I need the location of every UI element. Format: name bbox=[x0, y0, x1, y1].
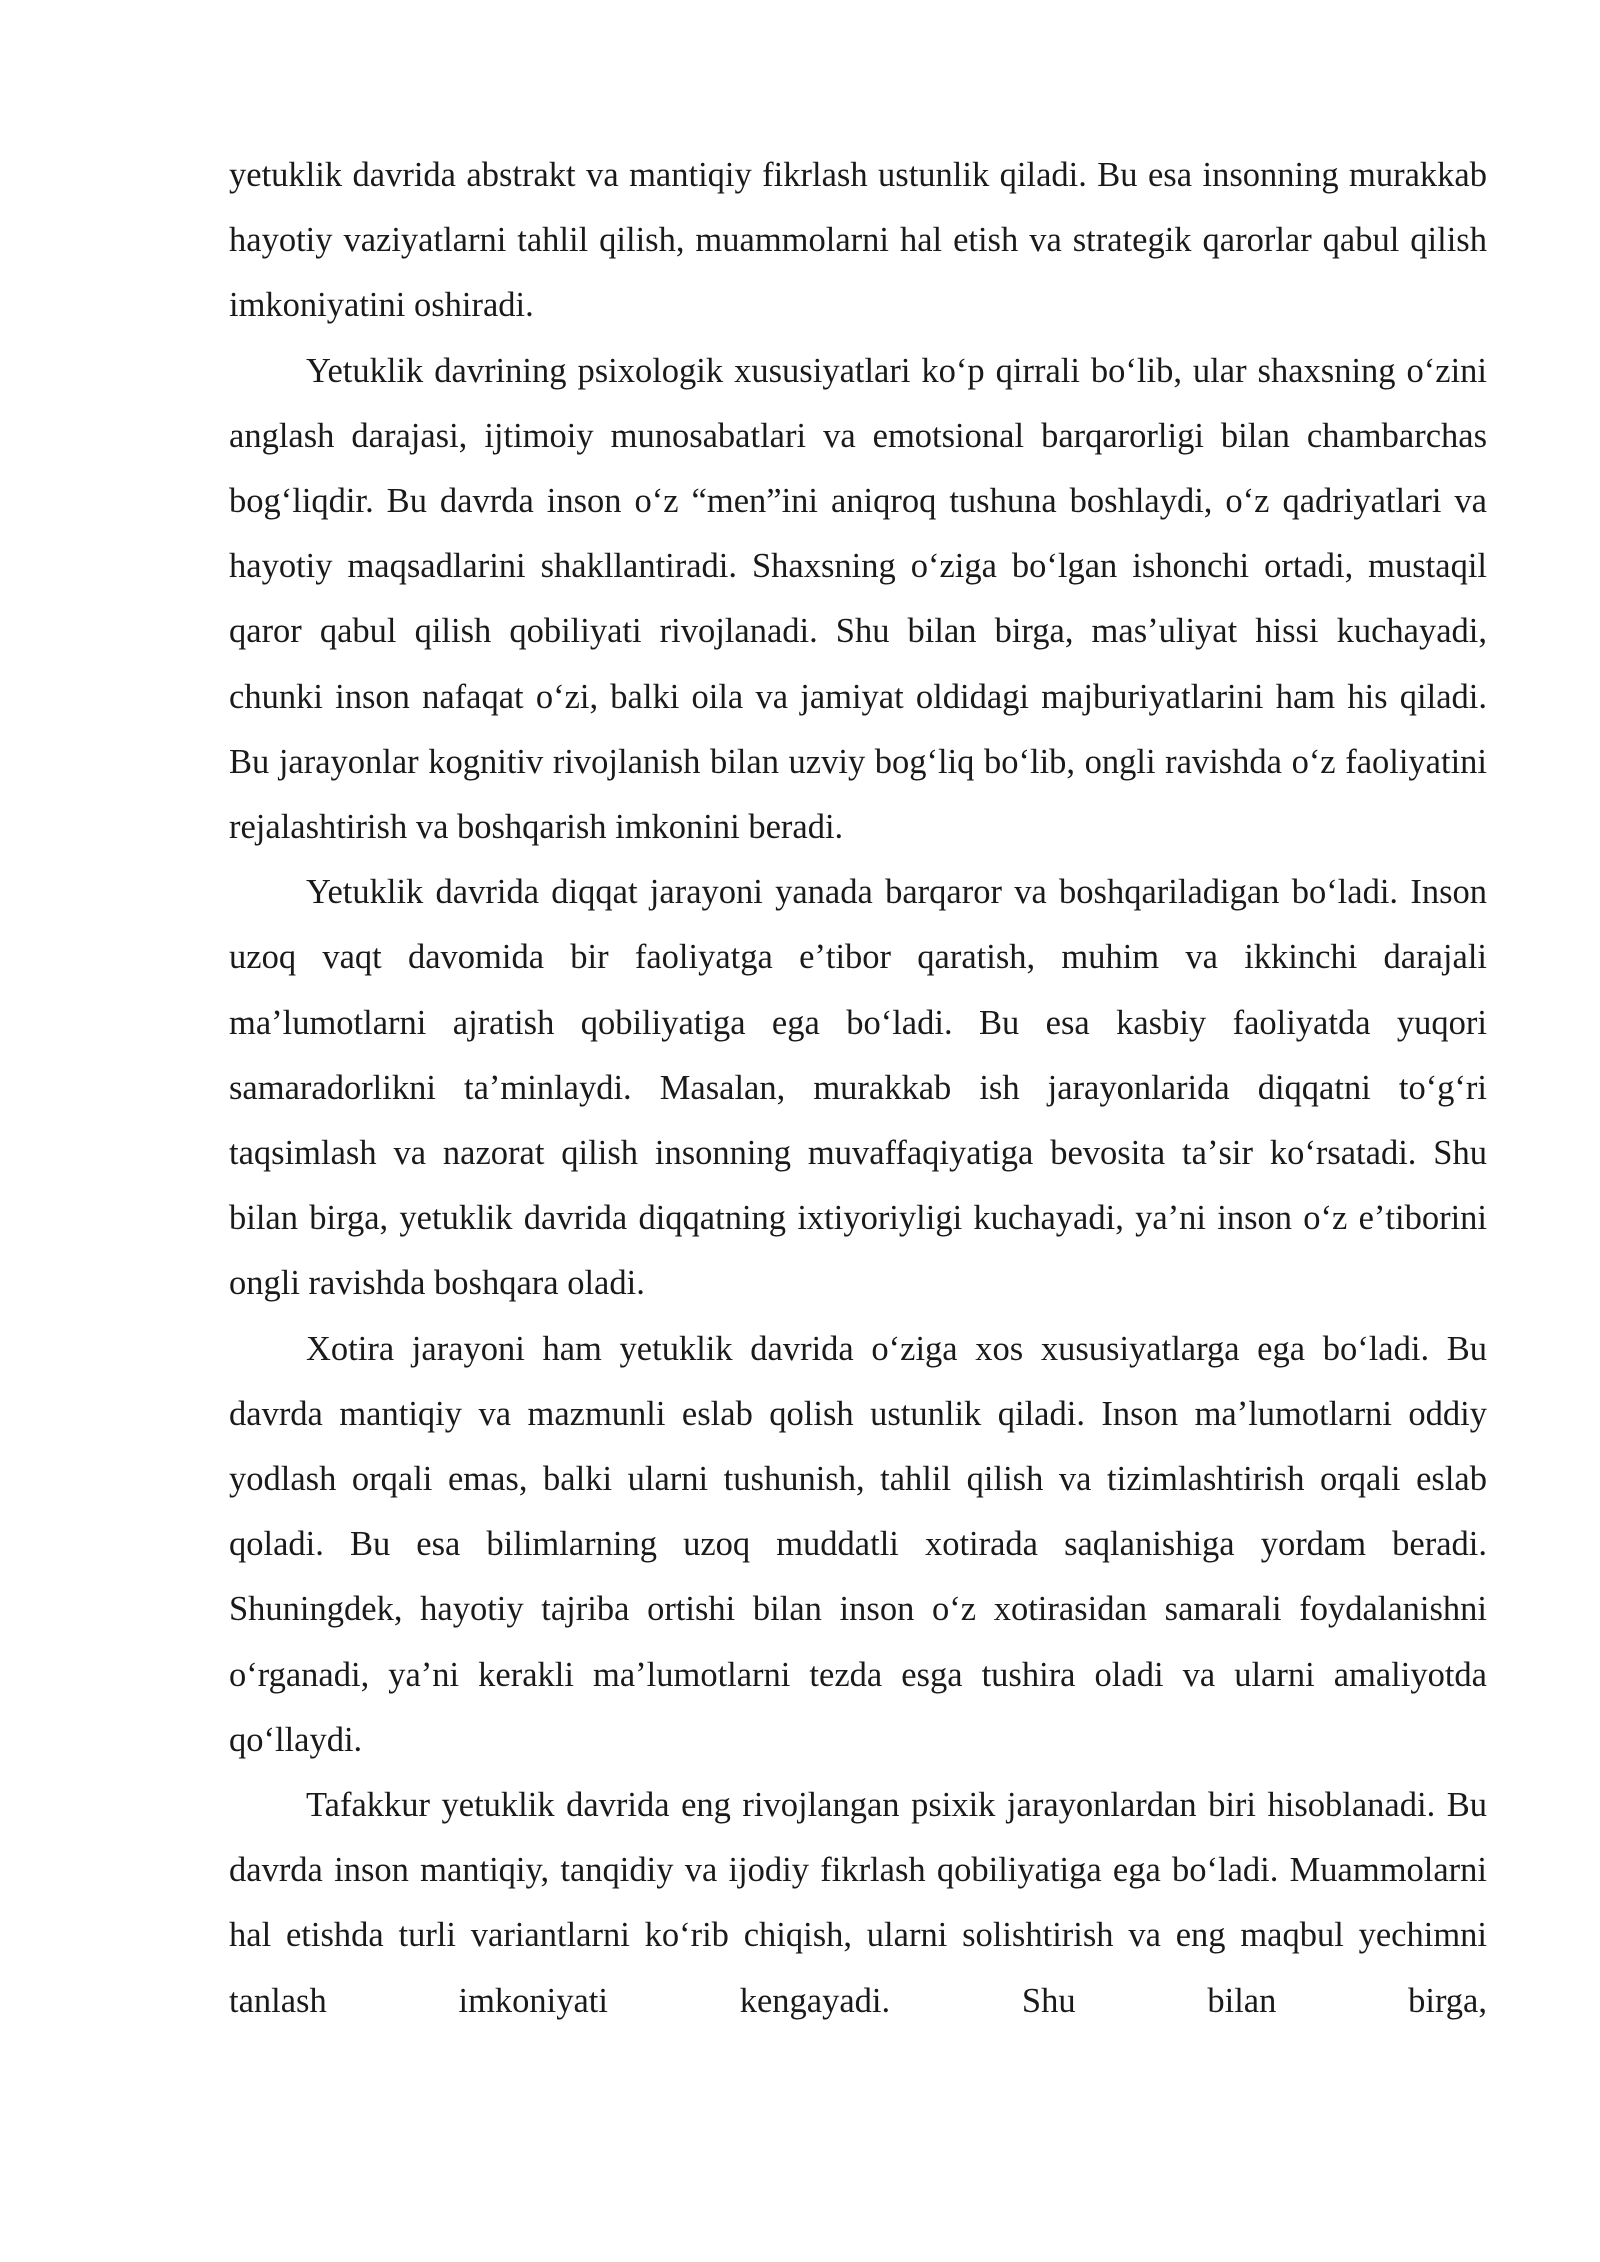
paragraph-attention: Yetuklik davrida diqqat jarayoni yanada barqaror va boshqariladigan boʻladi. Inson uzoq vaqt davomida bir faoliyatga eʼtibor qaratish, muhim va ikkinchi darajali maʼlumotlarni ajratish qobiliyatiga ega boʻladi. Bu esa kasbiy faoliyatda yuqori samaradorlikni taʼminlaydi. Masalan, murakkab ish jarayonlarida diqqatni toʻgʻri taqsimlash va nazorat qilish insonning muvaffaqiyatiga bevosita taʼsir koʻrsatadi. Shu bilan birga, yetuklik davrida diqqatning ixtiyoriyligi kuchayadi, yaʼni inson oʻz eʼtiborini ongli ravishda boshqara oladi. bbox=[229, 873, 1487, 1303]
paragraph-thinking: Tafakkur yetuklik davrida eng rivojlangan psixik jarayonlardan biri hisoblanadi. Bu davrda inson mantiqiy, tanqidiy va ijodiy fikrlash qobiliyatiga ega boʻladi. Muammolarni hal etishda turli variantlarni koʻrib chiqish, ularni solishtirish va eng maqbul yechimni tanlash imkoniyati kengayadi. Shu bilan birga, bbox=[229, 1786, 1487, 2020]
paragraph-continuation: yetuklik davrida abstrakt va mantiqiy fikrlash ustunlik qiladi. Bu esa insonning murakkab hayotiy vaziyatlarni tahlil qilish, muammolarni hal etish va strategik qarorlar qabul qilish imkoniyatini oshiradi. bbox=[229, 156, 1487, 325]
document-page bbox=[229, 143, 1487, 2034]
paragraph-memory: Xotira jarayoni ham yetuklik davrida oʻziga xos xususiyatlarga ega boʻladi. Bu davrda mantiqiy va mazmunli eslab qolish ustunlik qiladi. Inson maʼlumotlarni oddiy yodlash orqali emas, balki ularni tushunish, tahlil qilish va tizimlashtirish orqali eslab qoladi. Bu esa bilimlarning uzoq muddatli xotirada saqlanishiga yordam beradi. Shuningdek, hayotiy tajriba ortishi bilan inson oʻz xotirasidan samarali foydalanishni oʻrganadi, yaʼni kerakli maʼlumotlarni tezda esga tushira oladi va ularni amaliyotda qoʻllaydi. bbox=[229, 1329, 1487, 1759]
paragraph-psychological-features: Yetuklik davrining psixologik xususiyatlari koʻp qirrali boʻlib, ular shaxsning oʻzini anglash darajasi, ijtimoiy munosabatlari va emotsional barqarorligi bilan chambarchas bogʻliqdir. Bu davrda inson oʻz “men”ini aniqroq tushuna boshlaydi, oʻz qadriyatlari va hayotiy maqsadlarini shakllantiradi. Shaxsning oʻziga boʻlgan ishonchi ortadi, mustaqil qaror qabul qilish qobiliyati rivojlanadi. Shu bilan birga, masʼuliyat hissi kuchayadi, chunki inson nafaqat oʻzi, balki oila va jamiyat oldidagi majburiyatlarini ham his qiladi. Bu jarayonlar kognitiv rivojlanish bilan uzviy bogʻliq boʻlib, ongli ravishda oʻz faoliyatini rejalashtirish va boshqarish imkonini beradi. bbox=[229, 351, 1487, 847]
